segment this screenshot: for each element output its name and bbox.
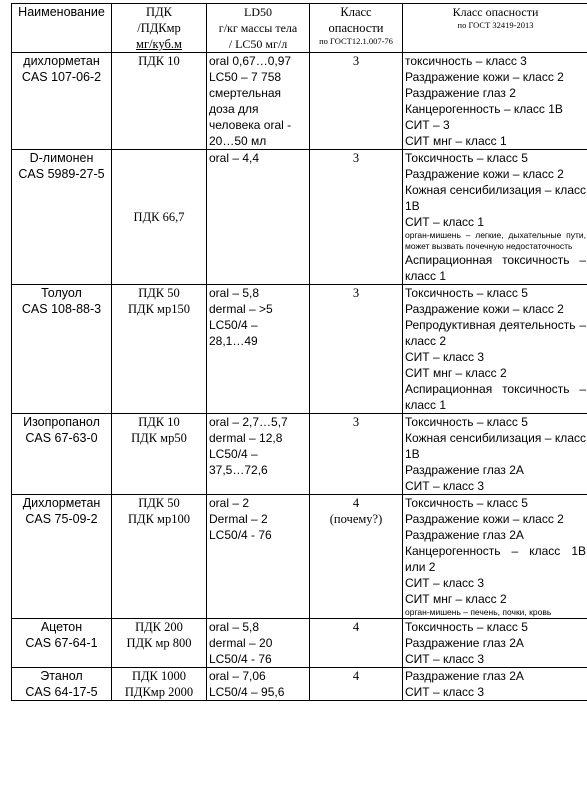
hazard-cell <box>403 619 587 668</box>
class-cell <box>310 414 403 495</box>
hazard-item: Канцерогенность – класс 1В или 2 <box>405 544 586 574</box>
hazard-item: Токсичность – класс 5 <box>405 151 528 165</box>
cas-number: CAS 64-17-5 <box>25 685 98 699</box>
header-ld50-line: LD50 <box>244 5 272 19</box>
class-cell <box>310 285 403 414</box>
header-class <box>310 4 403 53</box>
header-class-line: опасности <box>328 21 384 35</box>
substance-name: Толуол <box>41 286 82 300</box>
pdk-cell <box>112 150 207 285</box>
hazard-item: СИТ – класс 1 <box>405 215 485 229</box>
hazard-item: СИТ – класс 3 <box>405 652 485 666</box>
substance-cell <box>12 668 112 701</box>
cas-number: CAS 67-63-0 <box>25 431 98 445</box>
ld50-value: oral 0,67…0,97 <box>209 54 292 68</box>
hazard-cell <box>403 414 587 495</box>
ld50-value: oral – 4,4 <box>209 151 260 165</box>
ld50-cell <box>207 668 310 701</box>
hazard-item: орган-мишень – печень, почки, кровь <box>405 607 552 617</box>
hazard-item: Раздражение глаз 2А <box>405 636 524 650</box>
ld50-value: LC50/4 – 95,6 <box>209 685 285 699</box>
cas-number: CAS 5989-27-5 <box>18 167 105 181</box>
hazard-class-value: (почему?) <box>329 512 383 526</box>
hazard-item: Раздражение кожи – класс 2 <box>405 302 564 316</box>
hazard-table <box>11 3 587 701</box>
pdk-value: ПДК 1000 <box>131 669 187 683</box>
table-header <box>12 4 587 53</box>
substance-cell <box>12 53 112 150</box>
hazard-item: Раздражение кожи – класс 2 <box>405 512 564 526</box>
hazard-item: токсичность – класс 3 <box>405 54 527 68</box>
hazard-class-value: 4 <box>352 669 360 683</box>
ld50-value: LC50 – 7 758 <box>209 70 282 84</box>
cas-number: CAS 67-64-1 <box>25 636 98 650</box>
ld50-cell <box>207 285 310 414</box>
hazard-item: СИТ мнг – класс 2 <box>405 366 507 380</box>
hazard-cell <box>403 285 587 414</box>
header-pdk-line: /ПДКмр <box>137 21 181 35</box>
header-hazard-gost: по ГОСТ 32419-2013 <box>457 20 534 30</box>
substance-cell <box>12 495 112 619</box>
hazard-item: Токсичность – класс 5 <box>405 496 528 510</box>
hazard-item: СИТ – класс 3 <box>405 685 485 699</box>
ld50-value: oral – 2,7…5,7 <box>209 415 288 429</box>
header-ld50 <box>207 4 310 53</box>
hazard-item: Раздражение кожи – класс 2 <box>405 167 564 181</box>
ld50-value: LC50/4 – <box>209 318 258 332</box>
pdk-cell <box>112 668 207 701</box>
header-row <box>12 4 587 53</box>
hazard-item: СИТ – 3 <box>405 118 450 132</box>
hazard-item: Раздражение глаз 2А <box>405 669 524 683</box>
table-row <box>12 285 587 414</box>
class-cell <box>310 619 403 668</box>
ld50-value: LC50/4 - 76 <box>209 528 272 542</box>
ld50-value: dermal – >5 <box>209 302 273 316</box>
table-row <box>12 414 587 495</box>
pdk-value: ПДК 200 <box>135 620 183 634</box>
header-name-label: Наименование <box>18 5 105 19</box>
hazard-class-value: 3 <box>352 415 360 429</box>
ld50-value: oral – 5,8 <box>209 286 260 300</box>
pdk-value: ПДК мр150 <box>128 302 190 316</box>
substance-name: Ацетон <box>40 620 83 634</box>
ld50-value: dermal – 20 <box>209 636 273 650</box>
ld50-value: человека oral - <box>209 118 292 132</box>
substance-name: дихлорметан <box>23 54 100 68</box>
header-ld50-line: г/кг массы тела <box>218 21 298 35</box>
pdk-cell <box>112 53 207 150</box>
substance-name: Дихлорметан <box>22 496 101 510</box>
pdk-value: ПДК 10 <box>138 415 180 429</box>
hazard-class-value: 4 <box>352 496 360 510</box>
pdk-value: ПДК мр100 <box>128 512 190 526</box>
header-name <box>12 4 112 53</box>
pdk-value: ПДК мр50 <box>131 431 187 445</box>
ld50-value: Dermal – 2 <box>209 512 268 526</box>
hazard-item: Раздражение глаз 2А <box>405 528 524 542</box>
ld50-cell <box>207 495 310 619</box>
table-body <box>12 53 587 701</box>
pdk-value: ПДК 66,7 <box>133 210 185 224</box>
substance-name: Изопропанол <box>23 415 100 429</box>
hazard-item: Токсичность – класс 5 <box>405 415 528 429</box>
ld50-cell <box>207 150 310 285</box>
hazard-item: Токсичность – класс 5 <box>405 620 528 634</box>
substance-cell <box>12 285 112 414</box>
substance-cell <box>12 414 112 495</box>
ld50-value: 20…50 мл <box>209 134 267 148</box>
hazard-cell <box>403 53 587 150</box>
ld50-cell <box>207 414 310 495</box>
ld50-value: доза для <box>209 102 259 116</box>
header-ld50-line: / LC50 мг/л <box>228 37 288 51</box>
hazard-item: СИТ – класс 3 <box>405 350 485 364</box>
ld50-value: dermal – 12,8 <box>209 431 283 445</box>
header-pdk-line: мг/куб.м <box>136 37 182 51</box>
class-cell <box>310 495 403 619</box>
hazard-item: СИТ – класс 3 <box>405 479 485 493</box>
ld50-value: oral – 2 <box>209 496 250 510</box>
table-row <box>12 53 587 150</box>
class-cell <box>310 53 403 150</box>
table-row <box>12 668 587 701</box>
pdk-value: ПДКмр 2000 <box>124 685 194 699</box>
table-row <box>12 495 587 619</box>
header-hazard-class <box>403 4 587 53</box>
pdk-value: ПДК 50 <box>138 286 180 300</box>
pdk-cell <box>112 495 207 619</box>
hazard-item: Раздражение кожи – класс 2 <box>405 70 564 84</box>
cas-number: CAS 107-06-2 <box>21 70 102 84</box>
pdk-cell <box>112 285 207 414</box>
ld50-value: oral – 5,8 <box>209 620 260 634</box>
pdk-cell <box>112 619 207 668</box>
hazard-item: Канцерогенность – класс 1В <box>405 102 563 116</box>
cas-number: CAS 108-88-3 <box>21 302 102 316</box>
hazard-item: СИТ мнг – класс 2 <box>405 592 507 606</box>
hazard-cell <box>403 668 587 701</box>
substance-name: Этанол <box>40 669 83 683</box>
header-pdk <box>112 4 207 53</box>
hazard-class-value: 3 <box>352 151 360 165</box>
substance-name: D-лимонен <box>29 151 94 165</box>
ld50-value: 37,5…72,6 <box>209 463 268 477</box>
hazard-cell <box>403 495 587 619</box>
class-cell <box>310 668 403 701</box>
hazard-class-value: 4 <box>352 620 360 634</box>
hazard-item: СИТ – класс 3 <box>405 576 485 590</box>
hazard-item: Раздражение глаз 2 <box>405 86 516 100</box>
table-row <box>12 150 587 285</box>
hazard-item: Кожная сенсибилизация – класс 1В <box>405 183 586 213</box>
cas-number: CAS 75-09-2 <box>25 512 98 526</box>
header-pdk-line: ПДК <box>146 5 172 19</box>
hazard-item: СИТ мнг – класс 1 <box>405 134 507 148</box>
hazard-item: Токсичность – класс 5 <box>405 286 528 300</box>
table-row <box>12 619 587 668</box>
hazard-item: Кожная сенсибилизация – класс 1В <box>405 431 586 461</box>
pdk-value: ПДК 50 <box>138 496 180 510</box>
ld50-value: смертельная <box>209 86 282 100</box>
ld50-cell <box>207 619 310 668</box>
ld50-cell <box>207 53 310 150</box>
ld50-value: LC50/4 – <box>209 447 258 461</box>
hazard-cell <box>403 150 587 285</box>
hazard-class-value: 3 <box>352 286 360 300</box>
hazard-item: Раздражение глаз 2А <box>405 463 524 477</box>
pdk-value: ПДК 10 <box>138 54 180 68</box>
ld50-value: LC50/4 - 76 <box>209 652 272 666</box>
header-class-line: Класс <box>340 5 372 19</box>
ld50-value: oral – 7,06 <box>209 669 266 683</box>
hazard-class-value: 3 <box>352 54 360 68</box>
pdk-value: ПДК мр 800 <box>126 636 192 650</box>
substance-cell <box>12 150 112 285</box>
hazard-item: Репродуктивная деятельность – класс 2 <box>405 318 586 348</box>
ld50-value: 28,1…49 <box>209 334 258 348</box>
header-class-gost: по ГОСТ12.1.007-76 <box>319 36 393 46</box>
hazard-item: орган-мишень – легкие, дыхательные пути, может вызвать почечную недостаточность <box>405 230 586 251</box>
hazard-item: Аспирационная токсичность – класс 1 <box>405 382 586 412</box>
pdk-cell <box>112 414 207 495</box>
class-cell <box>310 150 403 285</box>
header-hazard-line: Класс опасности <box>452 5 539 19</box>
substance-cell <box>12 619 112 668</box>
hazard-item: Аспирационная токсичность – класс 1 <box>405 253 586 283</box>
